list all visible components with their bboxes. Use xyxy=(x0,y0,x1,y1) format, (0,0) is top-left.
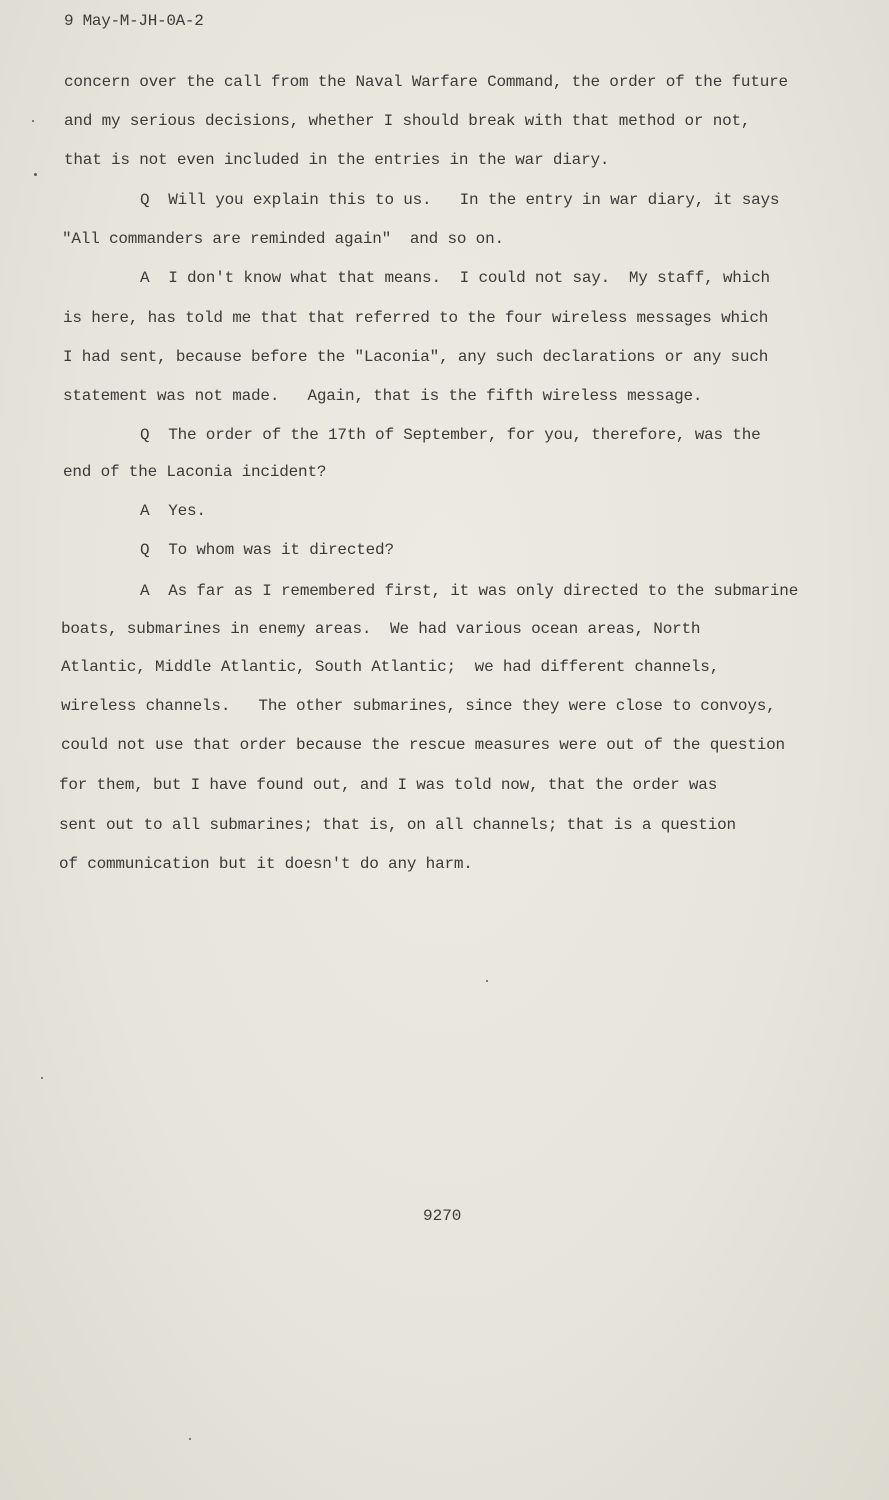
text-line: for them, but I have found out, and I was told now, that the order was xyxy=(59,776,718,794)
text-line: "All commanders are reminded again" and so on. xyxy=(62,230,504,248)
answer-line: A Yes. xyxy=(140,502,206,520)
text-line: concern over the call from the Naval Warfare Command, the order of the future xyxy=(64,73,788,91)
paper-speck xyxy=(41,1077,43,1079)
text-line: statement was not made. Again, that is the fifth wireless message. xyxy=(63,387,703,405)
answer-line: A I don't know what that means. I could not say. My staff, which xyxy=(140,269,770,287)
text-line: sent out to all submarines; that is, on all channels; that is a question xyxy=(59,816,736,834)
paper-speck xyxy=(34,173,37,176)
question-line: Q Will you explain this to us. In the entry in war diary, it says xyxy=(140,191,780,209)
question-line: Q To whom was it directed? xyxy=(140,541,394,559)
page-number: 9270 xyxy=(423,1207,462,1225)
text-line: I had sent, because before the "Laconia", any such declarations or any such xyxy=(63,348,769,366)
text-line: could not use that order because the rescue measures were out of the question xyxy=(61,736,785,754)
answer-line: A As far as I remembered first, it was only directed to the submarine xyxy=(140,582,799,600)
text-line: is here, has told me that that referred to the four wireless messages which xyxy=(63,309,769,327)
text-line: and my serious decisions, whether I should break with that method or not, xyxy=(64,112,751,130)
text-line: Atlantic, Middle Atlantic, South Atlantic; we had different channels, xyxy=(61,658,720,676)
paper-speck xyxy=(32,120,34,122)
document-reference-code: 9 May-M-JH-0A-2 xyxy=(64,12,204,30)
text-line: boats, submarines in enemy areas. We had various ocean areas, North xyxy=(61,620,701,638)
paper-speck xyxy=(486,980,488,982)
paper-speck xyxy=(189,1438,191,1440)
text-line: wireless channels. The other submarines, since they were close to convoys, xyxy=(61,697,776,715)
text-line: that is not even included in the entries in the war diary. xyxy=(64,151,610,169)
question-line: Q The order of the 17th of September, for you, therefore, was the xyxy=(140,426,761,444)
text-line: of communication but it doesn't do any harm. xyxy=(59,855,473,873)
text-line: end of the Laconia incident? xyxy=(63,463,327,481)
